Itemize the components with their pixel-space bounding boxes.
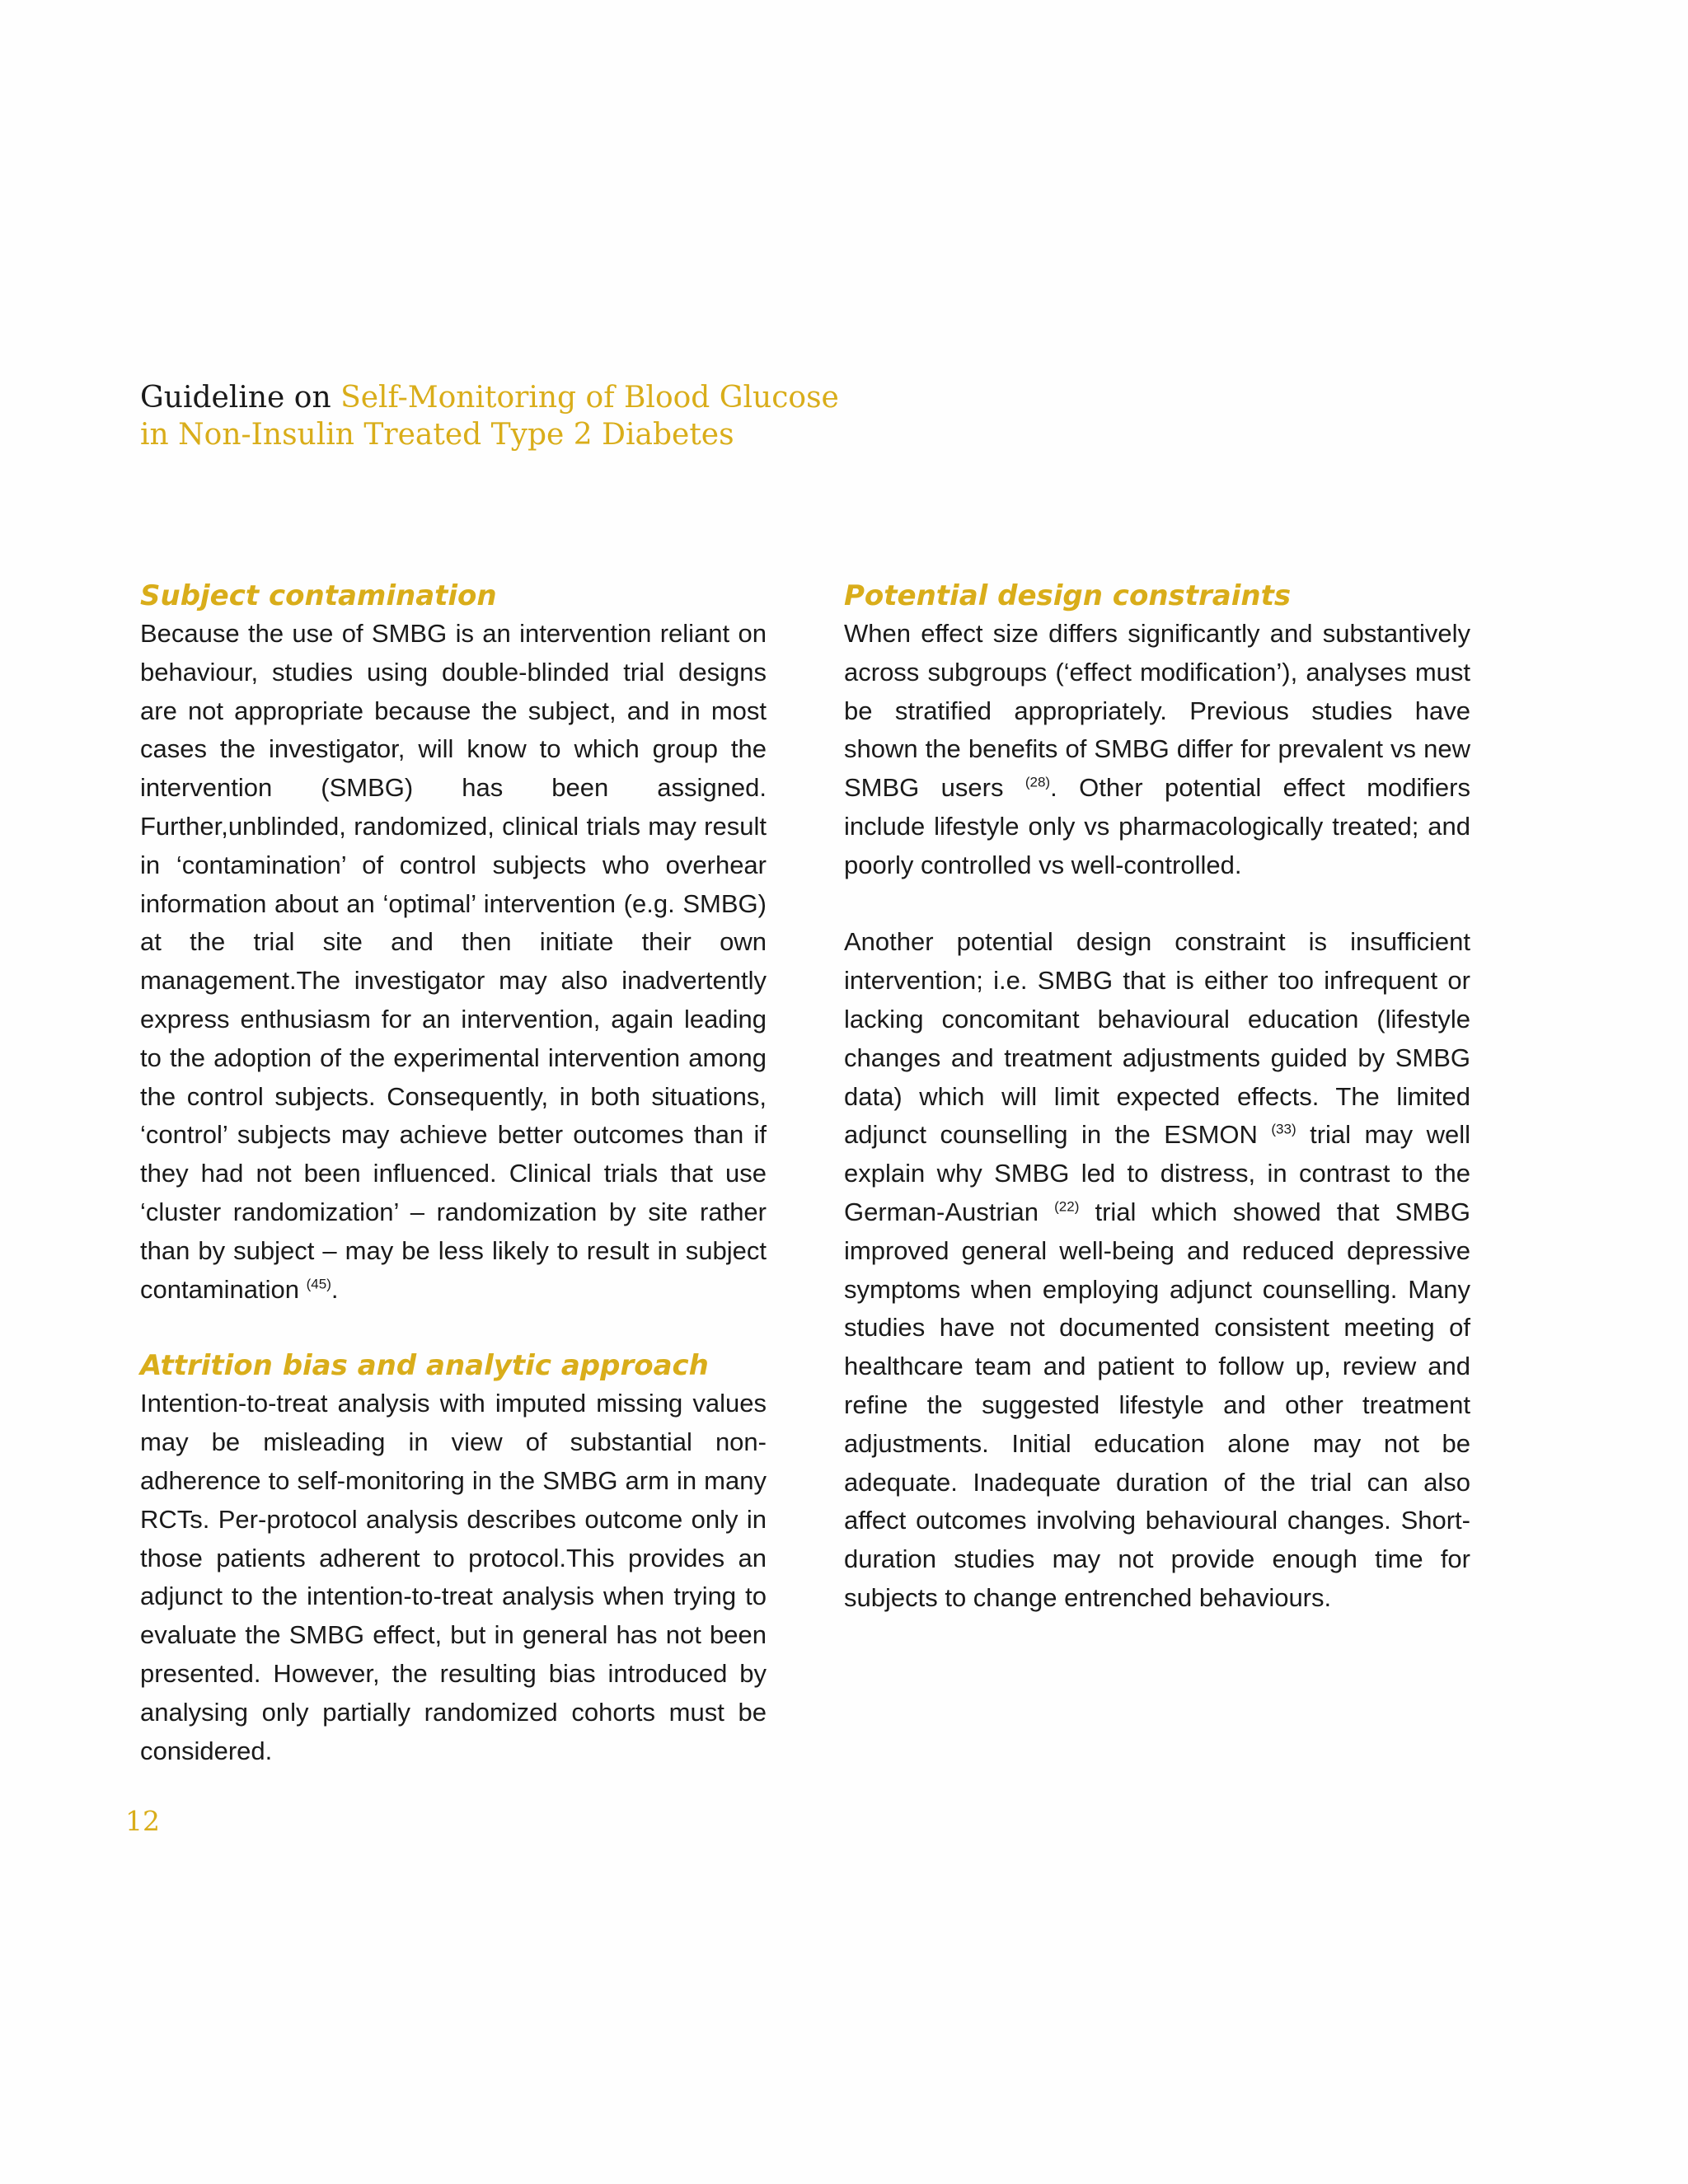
paragraph-text: . Other potential effect modifiers include lifestyle only vs pharmacologically treated; and poorly controlled vs well-controlled. [844,773,1470,879]
title-accent-line1: Self-Monitoring of Blood Glucose [340,381,839,415]
section-attrition-bias [140,1347,767,1770]
paragraph-text: trial which showed that SMBG improved general well-being and reduced depressive symptoms when employing adjunct counselling. Many studies have not documented consistent meeting of healthcare team and patient to follow up, review and refine the suggested lifestyle and other treatment adjustments. Initial education alone may not be adequate. Inadequate duration of the trial can also affect outcomes involving behavioural changes. Short-duration studies may not provide enough time for subjects to change entrenched behaviours. [844,1197,1470,1612]
paragraph [844,615,1470,885]
paragraph [844,923,1470,1617]
reference-superscript: (28) [1025,774,1051,790]
section-heading: Subject contamination [140,579,497,612]
reference-superscript: (22) [1054,1198,1080,1215]
title-lead: Guideline on [140,381,341,415]
section-design-constraints [844,577,1470,1618]
reference-superscript: (33) [1271,1122,1296,1138]
section-heading: Potential design constraints [844,579,1292,612]
paragraph-text: trial may well explain why SMBG led to distress, in contrast to the German-Austrian [844,1120,1470,1226]
document-title [140,379,1047,453]
right-column [844,577,1470,1618]
paragraph-text: When effect size differs significantly and substantively across subgroups (‘effect modification’), analyses must be stratified appropriately. Previous studies have shown the benefits of SMBG differ for prevalent vs new SMBG users [844,619,1470,803]
paragraph-text: Because the use of SMBG is an intervention reliant on behaviour, studies using double-blinded trial designs are not appropriate because the subject, and in most cases the investigator, will know to which group the intervention (SMBG) has been assigned. Further,unblinded, randomized, clinical trials may result in ‘contamination’ of control subjects who overhear information about an ‘optimal’ intervention (e.g. SMBG) at the trial site and then initiate their own management.The investigator may also inadvertently express enthusiasm for an intervention, again leading to the adoption of the experimental intervention among the control subjects. Consequently, in both situations, ‘control’ subjects may achieve better outcomes than if they had not been influenced. Clinical trials that use ‘cluster randomization’ – randomization by site rather than by subject – may be less likely to result in subject contamination [140,619,767,1304]
section-heading: Attrition bias and analytic approach [140,1349,709,1383]
paragraph-text: Another potential design constraint is insufficient intervention; i.e. SMBG that is either too infrequent or lacking concomitant behavioural education (lifestyle changes and treatment adjustments guided by SMBG data) which will limit expected effects. The limited adjunct counselling in the ESMON [844,927,1470,1150]
paragraph-text: . [331,1274,339,1304]
left-column [140,577,767,1770]
page-number: 12 [125,1805,160,1837]
paragraph [140,615,767,1309]
title-accent-line2: in Non-Insulin Treated Type 2 Diabetes [140,418,734,452]
reference-superscript: (45) [306,1276,331,1292]
section-subject-contamination [140,577,767,1309]
paragraph: Intention-to-treat analysis with imputed missing values may be misleading in view of substantial non-adherence to self-monitoring in the SMBG arm in many RCTs. Per-protocol analysis describes outcome only in those patients adherent to protocol.This provides an adjunct to the intention-to-treat analysis when trying to evaluate the SMBG effect, but in general has not been presented. However, the resulting bias introduced by analysing only partially randomized cohorts must be considered. [140,1389,767,1765]
